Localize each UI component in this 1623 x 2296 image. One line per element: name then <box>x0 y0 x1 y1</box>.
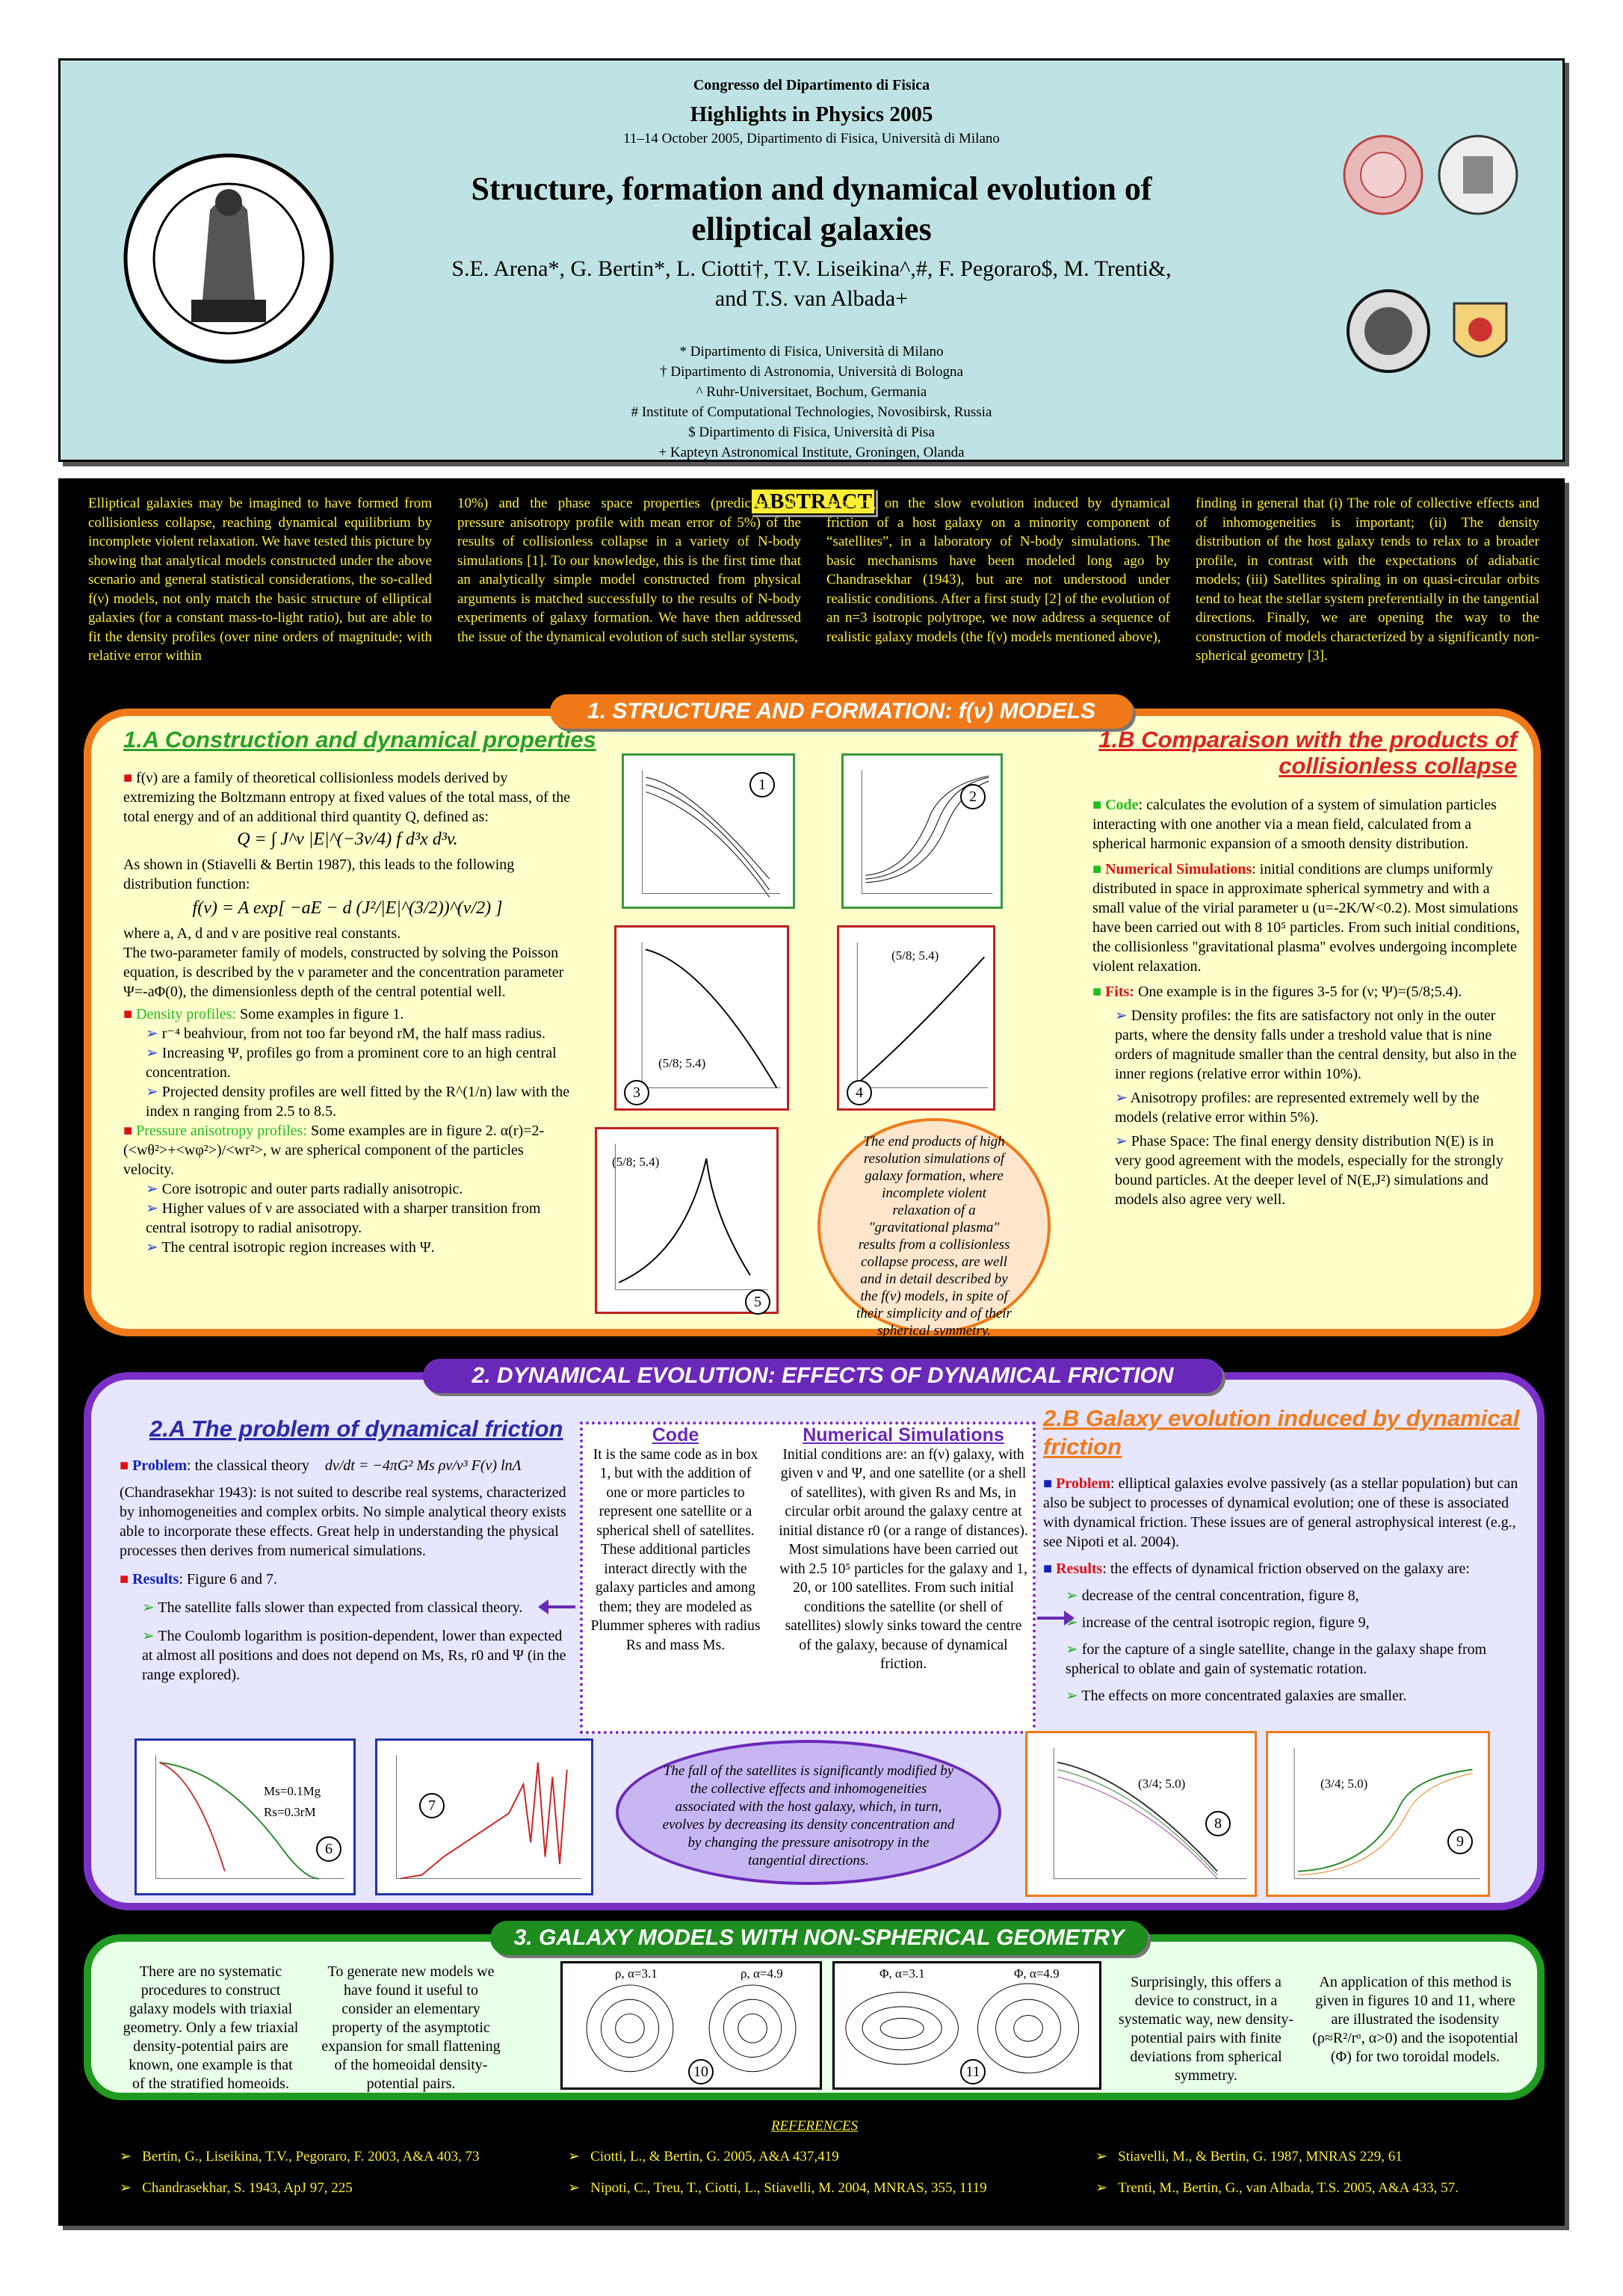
results-label: Results <box>132 1571 179 1587</box>
section-2b-body <box>1043 1474 1521 1706</box>
figure-2 <box>841 753 1003 909</box>
anisotropy-profiles-label: Pressure anisotropy profiles: <box>136 1123 307 1139</box>
code-column <box>590 1426 761 1655</box>
figure-3 <box>614 925 789 1111</box>
bullet-icon: ■ <box>123 1006 137 1022</box>
authors-line2: and T.S. van Albada+ <box>714 286 909 311</box>
section-2a-body <box>120 1456 568 1685</box>
arrow-bullet-icon: ➢ <box>1115 1007 1131 1024</box>
anisotropy-item: Higher values of ν are associated with a sharper transition from central isotropy to radial anisotropy. <box>146 1200 541 1236</box>
figure-6-mass-label: Ms=0.1Mg <box>264 1784 321 1798</box>
b-problem-label: Problem <box>1056 1475 1111 1492</box>
references-title: REFERENCES <box>770 2118 859 2134</box>
anisotropy-item: The central isotropic region increases with Ψ. <box>161 1239 435 1256</box>
numerical-sim-title: Numerical Simulations <box>803 1425 1004 1445</box>
b-results-label: Results <box>1056 1561 1103 1577</box>
section-1a-title: 1.A Construction and dynamical properties <box>123 726 596 753</box>
sim-label: Numerical Simulations <box>1105 861 1252 877</box>
section-2-oval-summary <box>616 1740 1001 1885</box>
figure-number: 3 <box>624 1080 649 1105</box>
ref-arrow-icon: ➢ <box>120 2149 143 2164</box>
problem-text: : the classical theory <box>187 1457 309 1474</box>
university-seal-3-logo <box>1346 288 1432 374</box>
figure-number: 8 <box>1205 1811 1231 1836</box>
section-3-text-4: An application of this method is given in figures 10 and 11, where are illustrated the isodensity (ρ≈R²/rᵅ, α>0) and the isopotential (Φ) for two toroidal models. <box>1312 1974 1518 2065</box>
arrow-bullet-icon: ➢ <box>142 1599 158 1616</box>
code-text: : calculates the evolution of a system of simulation particles interacting with one another via a mean field, calculated from a spherical harmonic expansion of a smooth density distribution. <box>1092 797 1497 852</box>
event-title: Highlights in Physics 2005 <box>690 102 933 126</box>
section-3-text-2: To generate new models we have found it useful to consider an elementary property of the asymptotic expansion for small flattening of the homeoidal density-potential pairs. <box>321 1963 501 2092</box>
figure-8-params: (3/4; 5.0) <box>1138 1777 1186 1791</box>
abstract-col-2: 10%) and the phase space properties (predicting the pressure anisotropy profile with mean error of 5%) of the results of collisionless collapse in a variety of N-body simulations [1]. To our knowledge, this is the first time that an analytically simple model constructed from physical arguments is matched successfully to the results of N-body experiments of galaxy formation. We have then addressed the issue of the dynamical evolution of such stellar systems, <box>457 496 801 645</box>
b-results-item: increase of the central isotropic region, figure 9, <box>1081 1614 1370 1631</box>
arrow-bullet-icon: ➢ <box>146 1084 162 1100</box>
reference-item: Ciotti, L., & Bertin, G. 2005, A&A 437,419 <box>590 2149 839 2164</box>
figure-1 <box>622 753 795 909</box>
figure-10-panel-b-label: ρ, α=4.9 <box>741 1966 783 1981</box>
b-results-item: for the capture of a single satellite, change in the galaxy shape from spherical to oblate and gain of systematic rotation. <box>1066 1641 1487 1677</box>
chandrasekhar-equation: dv/dt = −4πG² Ms ρv/v³ F(v) lnΛ <box>324 1457 522 1474</box>
section-1a-body <box>123 768 572 1257</box>
results-item: The satellite falls slower than expected from classical theory. <box>158 1599 523 1616</box>
bullet-icon: ■ <box>120 1457 133 1474</box>
poster-title-line2: elliptical galaxies <box>691 211 932 247</box>
bullet-icon: ■ <box>1043 1561 1057 1577</box>
university-seal-logo <box>120 150 337 367</box>
section-1b-title-line1: 1.B Comparaison with the products of <box>1098 726 1517 753</box>
density-item: Increasing Ψ, profiles go from a prominent core to an high central concentration. <box>146 1045 557 1081</box>
event-date-place: 11–14 October 2005, Dipartimento di Fisica, Università di Milano <box>623 131 1000 146</box>
fits-label: Fits: <box>1105 984 1134 1000</box>
figure-11 <box>832 1961 1101 2090</box>
arrow-bullet-icon: ➢ <box>1066 1614 1082 1631</box>
arrow-bullet-icon: ➢ <box>1066 1641 1082 1658</box>
code-text: It is the same code as in box 1, but with the addition of one or more particles to represent one satellite or a spherical shell of satellites. These additional particles interact directly with the galaxy particles and among them; they are modeled as Plummer spheres with radius Rs and mass Ms. <box>590 1446 761 1653</box>
fits-item: Anisotropy profiles: are represented extremely well by the models (relative error within 5%). <box>1115 1090 1480 1126</box>
numerical-sim-text: Initial conditions are: an f(ν) galaxy, with given ν and Ψ, and one satellite (or a shell of satellites), with given Rs and Ms, in circular orbit around the galaxy centre at initial distance r0 (or a range of distances). Most simulations have been carried out with 2.5 10⁵ particles for the galaxy and 1, 20, or 100 satellites. From such initial conditions the satellite (or shell of satellites) slowly sinks toward the centre of the galaxy, because of dynamical friction. <box>779 1446 1028 1672</box>
abstract-col-4: finding in general that (i) The role of collective effects and of inhomogeneities is important; (ii) The density distribution of the host galaxy tends to relax to a broader profile, in contrast with the expectations of adiabatic models; (iii) Satellites spiraling in on quasi-circular orbits tend to heat the stellar system preferentially in the tangential directions. Finally, we are opening the way to the construction of models characterized by a significantly non-spherical geometry [3]. <box>1196 496 1539 664</box>
section-3-text-1: There are no systematic procedures to construct galaxy models with triaxial geometry. Only a few triaxial density-potential pairs are known, one example is that of the stratified homeoids. <box>123 1963 299 2092</box>
b-results-item: decrease of the central concentration, figure 8, <box>1081 1587 1359 1604</box>
code-title: Code <box>652 1425 699 1445</box>
f-nu-intro: f(ν) are a family of theoretical collisionless models derived by extremizing the Boltzmann entropy at fixed values of the total mass, of the total energy and of an additional third quantity Q, defined as: <box>123 770 571 825</box>
abstract-title: ABSTRACT <box>750 488 876 515</box>
figure-number: 9 <box>1447 1829 1473 1854</box>
affiliation: + Kapteyn Astronomical Institute, Groningen, Olanda <box>658 445 965 460</box>
bullet-icon: ■ <box>120 1571 133 1587</box>
authors-line1: S.E. Arena*, G. Bertin*, L. Ciotti†, T.V. Liseikina^,#, F. Pegoraro$, M. Trenti&, <box>451 256 1172 281</box>
figure-number: 11 <box>960 2059 986 2084</box>
figure-number: 10 <box>688 2059 714 2084</box>
section-1b-title-line2: collisionless collapse <box>1279 753 1517 779</box>
bullet-icon: ■ <box>123 1123 137 1139</box>
arrow-bullet-icon: ➢ <box>1066 1688 1082 1704</box>
figure-number: 6 <box>316 1836 341 1862</box>
affiliation: # Institute of Computational Technologies, Novosibirsk, Russia <box>631 404 992 420</box>
reference-item: Stiavelli, M., & Bertin, G. 1987, MNRAS 229, 61 <box>1118 2149 1403 2164</box>
b-problem-text: : elliptical galaxies evolve passively (as a stellar population) but can also be subject to processes of dynamical evolution; one of these is associated with dynamical friction. These issues are of general astrophysical interest (e.g., see Nipoti et al. 2004). <box>1043 1475 1518 1550</box>
fits-text: One example is in the figures 3-5 for (ν; Ψ)=(5/8;5.4). <box>1134 984 1462 1000</box>
density-item: Projected density profiles are well fitted by the R^(1/n) law with the index n ranging from 2.5 to 8.5. <box>146 1084 570 1120</box>
abstract-col-3: focusing on the slow evolution induced by dynamical friction of a host galaxy on a minority component of “satellites”, in a laboratory of N-body simulations. The basic mechanisms have been modeled long ago by Chandrasekhar (1943), but are not understood under realistic conditions. After a first study [2] of the evolution of an n=3 isotropic polytrope, we now address a sequence of realistic galaxy models (the f(ν) models mentioned above), <box>826 496 1170 645</box>
reference-item: Bertin, G., Liseikina, T.V., Pegoraro, F. 2003, A&A 403, 73 <box>142 2149 480 2164</box>
figure-9-params: (3/4; 5.0) <box>1320 1777 1368 1791</box>
constants-text: where a, A, d and ν are positive real constants. <box>123 925 401 942</box>
bullet-icon: ■ <box>1043 1475 1057 1492</box>
results-text: : Figure 6 and 7. <box>179 1571 277 1587</box>
figure-8 <box>1025 1731 1257 1897</box>
affiliation: ^ Ruhr-Universitaet, Bochum, Germania <box>696 384 927 400</box>
bullet-icon: ■ <box>1092 984 1106 1000</box>
problem-label: Problem <box>132 1457 188 1474</box>
section-1-banner: 1. STRUCTURE AND FORMATION: f(ν) MODELS <box>550 694 1133 729</box>
affiliation: $ Dipartimento di Fisica, Università di Pisa <box>688 425 935 440</box>
figure-number: 2 <box>960 784 986 809</box>
density-profiles-label: Density profiles: <box>136 1006 236 1022</box>
fits-item: Density profiles: the fits are satisfactory not only in the outer parts, where the density falls under a treshold value that is nine orders of magnitude smaller than the central density, but also in the inner regions (relative error within 10%). <box>1115 1007 1517 1082</box>
figure-5 <box>595 1127 779 1314</box>
figure-10 <box>560 1961 822 2090</box>
university-pavia-seal-logo <box>1342 134 1424 216</box>
section-1b-body <box>1092 795 1522 1209</box>
reference-item: Chandrasekhar, S. 1943, ApJ 97, 225 <box>142 2180 353 2196</box>
poster-header <box>58 58 1565 462</box>
affiliation: † Dipartimento di Astronomia, Università di Bologna <box>660 364 963 380</box>
oval-text: The end products of high resolution simulations of galaxy formation, where incomplete violent relaxation of a "gravitational plasma" results from a collisionless collapse process, are well and in detail described by the f(ν) models, in spite of their simplicity and of their spherical symmetry. <box>856 1134 1012 1339</box>
section-3-text-3: Surprisingly, this offers a device to construct, in a systematic way, new density-potential pairs with finite deviations from spherical symmetry. <box>1118 1974 1294 2084</box>
arrow-bullet-icon: ➢ <box>142 1628 158 1644</box>
university-crest-logo <box>1439 288 1521 374</box>
equation-q: Q = ∫ J^ν |E|^(−3ν/4) f d³x d³v. <box>237 830 458 849</box>
figure-6-radius-label: Rs=0.3rM <box>264 1805 316 1819</box>
numerical-sim-column <box>779 1426 1028 1674</box>
problem-rest: (Chandrasekhar 1943): is not suited to describe real systems, characterized by inhomogeneities and complex orbits. No simple analytical theory exists able to incorporate these effects. Great help in understanding the physical processes then derives from numerical simulations. <box>120 1484 566 1559</box>
poster-title-line1: Structure, formation and dynamical evolution of <box>471 170 1152 207</box>
ref-arrow-icon: ➢ <box>1095 2149 1119 2164</box>
arrow-bullet-icon: ➢ <box>146 1239 162 1256</box>
reference-item: Trenti, M., Bertin, G., van Albada, T.S. 2005, A&A 433, 57. <box>1118 2180 1459 2196</box>
figure-9 <box>1266 1731 1490 1897</box>
figure-11-panel-a-label: Φ, α=3.1 <box>879 1966 925 1981</box>
left-arrow-icon <box>538 1596 577 1618</box>
bullet-icon: ■ <box>1092 861 1106 877</box>
section-1-oval-summary <box>817 1118 1051 1339</box>
section-2b-title-line2: friction <box>1043 1434 1122 1460</box>
figure-4-params: (5/8; 5.4) <box>891 948 939 963</box>
section-2-banner: 2. DYNAMICAL EVOLUTION: EFFECTS OF DYNAMICAL FRICTION <box>423 1359 1222 1393</box>
sim-text: : initial conditions are clumps uniformly distributed in space in approximate spherical symmetry and with a small value of the virial parameter u (u=-2K/W<0.2). Most simulations have been carried out with 8 10⁵ particles. From such initial conditions, the collisionless "gravitational plasma" evolves undergoing incomplete violent relaxation. <box>1092 861 1520 975</box>
ref-arrow-icon: ➢ <box>568 2149 591 2164</box>
bullet-icon: ■ <box>1092 797 1106 813</box>
figure-6 <box>135 1738 356 1895</box>
equation-f: f(ν) = A exp[ −aE − d (J²/|E|^(3/2))^(ν/2) ] <box>192 898 503 918</box>
stiavelli-text: As shown in (Stiavelli & Bertin 1987), this leads to the following distribution function: <box>123 857 515 892</box>
arrow-bullet-icon: ➢ <box>146 1200 162 1217</box>
ref-arrow-icon: ➢ <box>1095 2180 1119 2196</box>
figure-number: 7 <box>419 1793 445 1818</box>
congress-name: Congresso del Dipartimento di Fisica <box>693 77 930 93</box>
results-item: The Coulomb logarithm is position-dependent, lower than expected at almost all positions and does not depend on Ms, Rs, r0 and Ψ (in the range explored). <box>142 1628 566 1683</box>
two-param-text: The two-parameter family of models, constructed by solving the Poisson equation, is described by the ν parameter and the concentration parameter Ψ=-aΦ(0), the dimensionless depth of the central potential well. <box>123 945 564 1000</box>
abstract-col-1: Elliptical galaxies may be imagined to have formed from collisionless collapse, reaching dynamical equilibrium by incomplete violent relaxation. We have tested this picture by showing that analytical models constructed under the above scenario and general statistical considerations, the so-called f(ν) models, not only match the basic structure of elliptical galaxies (for a constant mass-to-light ratio), but are able to fit the density profiles (over nine orders of magnitude; with relative error within <box>88 496 432 664</box>
arrow-bullet-icon: ➢ <box>146 1045 162 1061</box>
figure-10-panel-a-label: ρ, α=3.1 <box>615 1966 658 1981</box>
section-2b-title-line1: 2.B Galaxy evolution induced by dynamical <box>1043 1405 1520 1431</box>
fits-item: Phase Space: The final energy density distribution N(E) is in very good agreement with the models, especially for the strongly bound particles. At the deeper level of N(E,J²) simulations and models also agree very well. <box>1115 1133 1503 1208</box>
reference-item: Nipoti, C., Treu, T., Ciotti, L., Stiavelli, M. 2004, MNRAS, 355, 1119 <box>590 2180 987 2196</box>
b-results-item: The effects on more concentrated galaxies are smaller. <box>1081 1688 1407 1704</box>
arrow-bullet-icon: ➢ <box>1115 1090 1131 1106</box>
affiliation: * Dipartimento di Fisica, Università di Milano <box>679 344 944 359</box>
figure-3-params: (5/8; 5.4) <box>658 1056 706 1070</box>
b-results-text: : the effects of dynamical friction observed on the galaxy are: <box>1102 1561 1470 1577</box>
ref-arrow-icon: ➢ <box>568 2180 591 2196</box>
arrow-bullet-icon: ➢ <box>146 1181 162 1197</box>
density-item: r⁻⁴ beahviour, from not too far beyond rM, the half mass radius. <box>161 1025 546 1042</box>
figure-number: 1 <box>749 772 775 797</box>
figure-5-params: (5/8; 5.4) <box>612 1155 660 1169</box>
oval-text: The fall of the satellites is significantly modified by the collective effects and inhomogeneities associated with the host galaxy, which, in turn, evolves by decreasing its density concentration and by changing the pressure anisotropy in the tangential directions. <box>662 1763 955 1868</box>
university-bologna-seal-logo <box>1437 134 1519 216</box>
section-3-banner: 3. GALAXY MODELS WITH NON-SPHERICAL GEOMETRY <box>490 1921 1148 1955</box>
arrow-bullet-icon: ➢ <box>1066 1587 1082 1604</box>
figure-4 <box>837 925 995 1111</box>
density-profiles-text: Some examples in figure 1. <box>235 1006 404 1022</box>
figure-7 <box>375 1738 593 1895</box>
bullet-icon: ■ <box>123 770 137 786</box>
ref-arrow-icon: ➢ <box>120 2180 143 2196</box>
figure-11-panel-b-label: Φ, α=4.9 <box>1014 1966 1060 1981</box>
code-label: Code <box>1105 797 1139 813</box>
arrow-bullet-icon: ➢ <box>146 1025 162 1042</box>
section-2a-title: 2.A The problem of dynamical friction <box>149 1416 563 1442</box>
anisotropy-profiles-text: Some examples are in figure 2. α(r)=2-(<wθ²>+<wφ²>)/<wr²>, w are spherical component of the particles velocity. <box>123 1123 545 1178</box>
figure-number: 4 <box>847 1080 872 1105</box>
arrow-bullet-icon: ➢ <box>1115 1133 1131 1149</box>
figure-number: 5 <box>745 1289 770 1315</box>
anisotropy-item: Core isotropic and outer parts radially anisotropic. <box>161 1181 463 1197</box>
